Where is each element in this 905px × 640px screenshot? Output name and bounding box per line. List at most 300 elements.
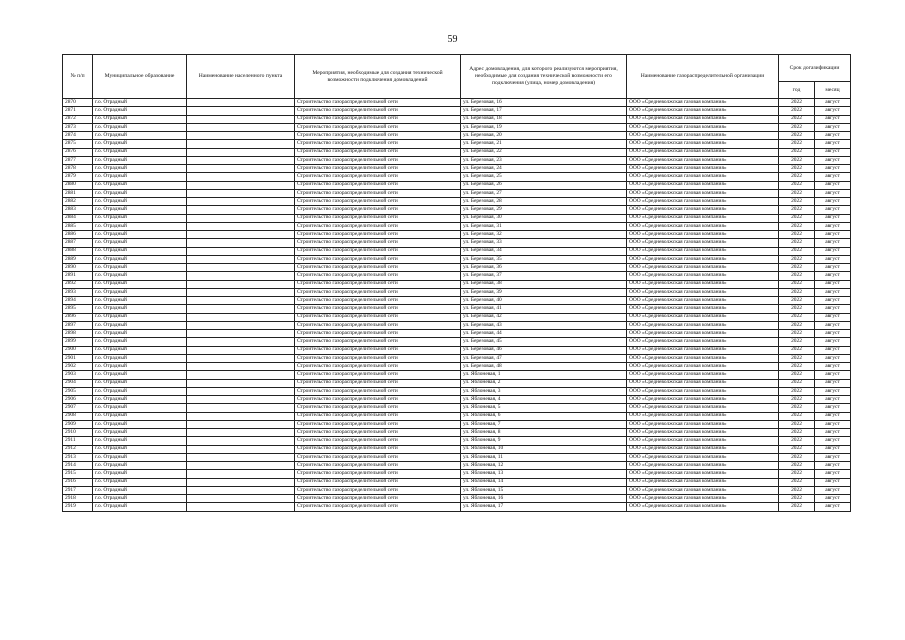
header-address: Адрес домовладения, для которого реализуются мероприятия, необходимые для создания технической возможности его подключения (улица, номер домовладения): [461, 55, 627, 99]
cell-num: 2916: [63, 478, 93, 486]
cell-locality: [187, 247, 295, 255]
cell-locality: [187, 173, 295, 181]
cell-locality: [187, 148, 295, 156]
table-row: [63, 396, 851, 404]
cell-year: 2022: [779, 363, 815, 371]
cell-year: 2022: [779, 453, 815, 461]
cell-measure: Строительство газораспределительной сети: [295, 412, 461, 420]
cell-year: 2022: [779, 255, 815, 263]
cell-num: 2906: [63, 396, 93, 404]
cell-locality: [187, 379, 295, 387]
cell-address: ул. Березовая, 43: [461, 321, 627, 329]
cell-year: 2022: [779, 280, 815, 288]
cell-num: 2919: [63, 503, 93, 511]
cell-org: ООО «Средневолжская газовая компания»: [627, 280, 779, 288]
cell-year: 2022: [779, 354, 815, 362]
cell-locality: [187, 470, 295, 478]
table-row: [63, 264, 851, 272]
cell-year: 2022: [779, 346, 815, 354]
cell-year: 2022: [779, 503, 815, 511]
cell-locality: [187, 189, 295, 197]
cell-org: ООО «Средневолжская газовая компания»: [627, 107, 779, 115]
cell-municipality: г.о. Отрадный: [93, 272, 187, 280]
cell-year: 2022: [779, 181, 815, 189]
cell-month: август: [815, 486, 851, 494]
cell-municipality: г.о. Отрадный: [93, 445, 187, 453]
cell-address: ул. Березовая, 39: [461, 288, 627, 296]
cell-locality: [187, 123, 295, 131]
table-row: [63, 222, 851, 230]
cell-year: 2022: [779, 132, 815, 140]
cell-year: 2022: [779, 189, 815, 197]
cell-month: август: [815, 321, 851, 329]
cell-measure: Строительство газораспределительной сети: [295, 264, 461, 272]
cell-municipality: г.о. Отрадный: [93, 280, 187, 288]
cell-org: ООО «Средневолжская газовая компания»: [627, 470, 779, 478]
cell-measure: Строительство газораспределительной сети: [295, 123, 461, 131]
cell-measure: Строительство газораспределительной сети: [295, 198, 461, 206]
cell-org: ООО «Средневолжская газовая компания»: [627, 313, 779, 321]
cell-locality: [187, 206, 295, 214]
cell-year: 2022: [779, 272, 815, 280]
cell-month: август: [815, 288, 851, 296]
table-row: [63, 297, 851, 305]
cell-month: август: [815, 338, 851, 346]
cell-locality: [187, 346, 295, 354]
cell-org: ООО «Средневолжская газовая компания»: [627, 132, 779, 140]
cell-municipality: г.о. Отрадный: [93, 189, 187, 197]
cell-num: 2907: [63, 404, 93, 412]
cell-address: ул. Яблоневая, 17: [461, 503, 627, 511]
cell-municipality: г.о. Отрадный: [93, 206, 187, 214]
table-row: [63, 255, 851, 263]
cell-address: ул. Березовая, 20: [461, 132, 627, 140]
cell-year: 2022: [779, 156, 815, 164]
cell-measure: Строительство газораспределительной сети: [295, 181, 461, 189]
table-row: [63, 181, 851, 189]
header-municipality: Муниципальное образование: [93, 55, 187, 99]
table-row: [63, 420, 851, 428]
cell-num: 2918: [63, 495, 93, 503]
cell-num: 2911: [63, 437, 93, 445]
cell-locality: [187, 321, 295, 329]
cell-measure: Строительство газораспределительной сети: [295, 396, 461, 404]
cell-measure: Строительство газораспределительной сети: [295, 231, 461, 239]
cell-month: август: [815, 462, 851, 470]
cell-org: ООО «Средневолжская газовая компания»: [627, 264, 779, 272]
cell-year: 2022: [779, 321, 815, 329]
cell-address: ул. Березовая, 26: [461, 181, 627, 189]
cell-month: август: [815, 478, 851, 486]
cell-num: 2893: [63, 288, 93, 296]
cell-year: 2022: [779, 404, 815, 412]
cell-address: ул. Яблоневая, 5: [461, 404, 627, 412]
cell-measure: Строительство газораспределительной сети: [295, 272, 461, 280]
cell-month: август: [815, 107, 851, 115]
cell-month: август: [815, 165, 851, 173]
cell-address: ул. Березовая, 31: [461, 222, 627, 230]
cell-month: август: [815, 305, 851, 313]
cell-municipality: г.о. Отрадный: [93, 396, 187, 404]
cell-year: 2022: [779, 297, 815, 305]
cell-month: август: [815, 247, 851, 255]
cell-month: август: [815, 354, 851, 362]
cell-municipality: г.о. Отрадный: [93, 222, 187, 230]
table-row: [63, 346, 851, 354]
cell-num: 2877: [63, 156, 93, 164]
cell-address: ул. Березовая, 19: [461, 123, 627, 131]
cell-org: ООО «Средневолжская газовая компания»: [627, 330, 779, 338]
cell-locality: [187, 132, 295, 140]
cell-locality: [187, 107, 295, 115]
cell-address: ул. Березовая, 46: [461, 346, 627, 354]
cell-address: ул. Березовая, 45: [461, 338, 627, 346]
cell-year: 2022: [779, 148, 815, 156]
cell-num: 2912: [63, 445, 93, 453]
cell-municipality: г.о. Отрадный: [93, 420, 187, 428]
cell-address: ул. Яблоневая, 9: [461, 437, 627, 445]
cell-num: 2885: [63, 222, 93, 230]
cell-address: ул. Березовая, 34: [461, 247, 627, 255]
gasification-table: [62, 54, 851, 512]
cell-measure: Строительство газораспределительной сети: [295, 453, 461, 461]
cell-municipality: г.о. Отрадный: [93, 255, 187, 263]
cell-locality: [187, 478, 295, 486]
cell-address: ул. Березовая, 25: [461, 173, 627, 181]
table-row: [63, 338, 851, 346]
cell-num: 2905: [63, 387, 93, 395]
cell-month: август: [815, 189, 851, 197]
table-row: [63, 354, 851, 362]
cell-municipality: г.о. Отрадный: [93, 437, 187, 445]
cell-municipality: г.о. Отрадный: [93, 305, 187, 313]
cell-org: ООО «Средневолжская газовая компания»: [627, 486, 779, 494]
cell-year: 2022: [779, 115, 815, 123]
cell-municipality: г.о. Отрадный: [93, 99, 187, 107]
cell-measure: Строительство газораспределительной сети: [295, 255, 461, 263]
header-locality: Наименование населенного пункта: [187, 55, 295, 99]
cell-measure: Строительство газораспределительной сети: [295, 445, 461, 453]
cell-address: ул. Яблоневая, 7: [461, 420, 627, 428]
cell-month: август: [815, 404, 851, 412]
cell-num: 2879: [63, 173, 93, 181]
cell-year: 2022: [779, 99, 815, 107]
cell-org: ООО «Средневолжская газовая компания»: [627, 371, 779, 379]
cell-org: ООО «Средневолжская газовая компания»: [627, 222, 779, 230]
cell-num: 2871: [63, 107, 93, 115]
cell-address: ул. Березовая, 47: [461, 354, 627, 362]
cell-org: ООО «Средневолжская газовая компания»: [627, 272, 779, 280]
cell-month: август: [815, 173, 851, 181]
cell-locality: [187, 255, 295, 263]
cell-address: ул. Яблоневая, 3: [461, 387, 627, 395]
cell-locality: [187, 115, 295, 123]
cell-municipality: г.о. Отрадный: [93, 313, 187, 321]
cell-locality: [187, 495, 295, 503]
table-row: [63, 156, 851, 164]
cell-measure: Строительство газораспределительной сети: [295, 503, 461, 511]
table-row: [63, 379, 851, 387]
cell-municipality: г.о. Отрадный: [93, 387, 187, 395]
cell-org: ООО «Средневолжская газовая компания»: [627, 445, 779, 453]
cell-address: ул. Яблоневая, 2: [461, 379, 627, 387]
cell-municipality: г.о. Отрадный: [93, 453, 187, 461]
cell-month: август: [815, 280, 851, 288]
cell-num: 2895: [63, 305, 93, 313]
cell-address: ул. Яблоневая, 10: [461, 445, 627, 453]
cell-address: ул. Березовая, 29: [461, 206, 627, 214]
cell-municipality: г.о. Отрадный: [93, 173, 187, 181]
cell-locality: [187, 280, 295, 288]
cell-month: август: [815, 206, 851, 214]
cell-org: ООО «Средневолжская газовая компания»: [627, 429, 779, 437]
cell-measure: Строительство газораспределительной сети: [295, 486, 461, 494]
cell-month: август: [815, 470, 851, 478]
cell-num: 2880: [63, 181, 93, 189]
cell-month: август: [815, 115, 851, 123]
table-row: [63, 123, 851, 131]
cell-locality: [187, 371, 295, 379]
cell-num: 2875: [63, 140, 93, 148]
cell-address: ул. Березовая, 40: [461, 297, 627, 305]
cell-municipality: г.о. Отрадный: [93, 214, 187, 222]
cell-measure: Строительство газораспределительной сети: [295, 437, 461, 445]
cell-month: август: [815, 346, 851, 354]
cell-municipality: г.о. Отрадный: [93, 288, 187, 296]
cell-num: 2909: [63, 420, 93, 428]
cell-municipality: г.о. Отрадный: [93, 478, 187, 486]
cell-org: ООО «Средневолжская газовая компания»: [627, 297, 779, 305]
cell-measure: Строительство газораспределительной сети: [295, 115, 461, 123]
cell-locality: [187, 214, 295, 222]
cell-measure: Строительство газораспределительной сети: [295, 280, 461, 288]
cell-org: ООО «Средневолжская газовая компания»: [627, 412, 779, 420]
cell-year: 2022: [779, 222, 815, 230]
cell-measure: Строительство газораспределительной сети: [295, 462, 461, 470]
cell-municipality: г.о. Отрадный: [93, 297, 187, 305]
cell-org: ООО «Средневолжская газовая компания»: [627, 338, 779, 346]
cell-measure: Строительство газораспределительной сети: [295, 156, 461, 164]
cell-org: ООО «Средневолжская газовая компания»: [627, 148, 779, 156]
table-row: [63, 107, 851, 115]
cell-org: ООО «Средневолжская газовая компания»: [627, 165, 779, 173]
cell-org: ООО «Средневолжская газовая компания»: [627, 288, 779, 296]
cell-address: ул. Березовая, 32: [461, 231, 627, 239]
cell-measure: Строительство газораспределительной сети: [295, 132, 461, 140]
cell-measure: Строительство газораспределительной сети: [295, 495, 461, 503]
page-number: 59: [447, 34, 458, 45]
cell-num: 2890: [63, 264, 93, 272]
cell-org: ООО «Средневолжская газовая компания»: [627, 156, 779, 164]
cell-num: 2915: [63, 470, 93, 478]
cell-num: 2873: [63, 123, 93, 131]
cell-year: 2022: [779, 470, 815, 478]
table-row: [63, 445, 851, 453]
cell-num: 2914: [63, 462, 93, 470]
cell-year: 2022: [779, 338, 815, 346]
cell-measure: Строительство газораспределительной сети: [295, 99, 461, 107]
cell-num: 2886: [63, 231, 93, 239]
table-row: [63, 470, 851, 478]
cell-measure: Строительство газораспределительной сети: [295, 288, 461, 296]
cell-org: ООО «Средневолжская газовая компания»: [627, 346, 779, 354]
cell-org: ООО «Средневолжская газовая компания»: [627, 115, 779, 123]
cell-org: ООО «Средневолжская газовая компания»: [627, 478, 779, 486]
cell-municipality: г.о. Отрадный: [93, 165, 187, 173]
header-deadline: Срок догазификации: [779, 55, 851, 82]
cell-org: ООО «Средневолжская газовая компания»: [627, 404, 779, 412]
cell-municipality: г.о. Отрадный: [93, 363, 187, 371]
cell-locality: [187, 239, 295, 247]
cell-month: август: [815, 148, 851, 156]
table-row: [63, 429, 851, 437]
cell-org: ООО «Средневолжская газовая компания»: [627, 387, 779, 395]
table-row: [63, 247, 851, 255]
table-row: [63, 478, 851, 486]
cell-measure: Строительство газораспределительной сети: [295, 321, 461, 329]
table-row: [63, 503, 851, 511]
cell-address: ул. Березовая, 30: [461, 214, 627, 222]
table-row: [63, 387, 851, 395]
cell-num: 2884: [63, 214, 93, 222]
cell-address: ул. Березовая, 28: [461, 198, 627, 206]
cell-org: ООО «Средневолжская газовая компания»: [627, 239, 779, 247]
table-row: [63, 148, 851, 156]
cell-locality: [187, 437, 295, 445]
cell-address: ул. Яблоневая, 16: [461, 495, 627, 503]
cell-address: ул. Яблоневая, 12: [461, 462, 627, 470]
cell-locality: [187, 453, 295, 461]
cell-month: август: [815, 297, 851, 305]
cell-measure: Строительство газораспределительной сети: [295, 330, 461, 338]
cell-municipality: г.о. Отрадный: [93, 379, 187, 387]
cell-locality: [187, 363, 295, 371]
cell-measure: Строительство газораспределительной сети: [295, 470, 461, 478]
cell-measure: Строительство газораспределительной сети: [295, 247, 461, 255]
cell-locality: [187, 503, 295, 511]
cell-municipality: г.о. Отрадный: [93, 148, 187, 156]
cell-month: август: [815, 445, 851, 453]
cell-address: ул. Яблоневая, 1: [461, 371, 627, 379]
cell-measure: Строительство газораспределительной сети: [295, 222, 461, 230]
cell-month: август: [815, 420, 851, 428]
cell-org: ООО «Средневолжская газовая компания»: [627, 363, 779, 371]
cell-municipality: г.о. Отрадный: [93, 123, 187, 131]
table-row: [63, 239, 851, 247]
cell-year: 2022: [779, 288, 815, 296]
table-row: [63, 437, 851, 445]
cell-locality: [187, 99, 295, 107]
cell-municipality: г.о. Отрадный: [93, 321, 187, 329]
cell-locality: [187, 387, 295, 395]
table-row: [63, 173, 851, 181]
cell-municipality: г.о. Отрадный: [93, 371, 187, 379]
cell-year: 2022: [779, 206, 815, 214]
header-num: № п/п: [63, 55, 93, 99]
cell-municipality: г.о. Отрадный: [93, 198, 187, 206]
cell-num: 2891: [63, 272, 93, 280]
cell-year: 2022: [779, 478, 815, 486]
cell-locality: [187, 264, 295, 272]
cell-address: ул. Березовая, 23: [461, 156, 627, 164]
cell-locality: [187, 165, 295, 173]
cell-num: 2894: [63, 297, 93, 305]
cell-year: 2022: [779, 313, 815, 321]
cell-year: 2022: [779, 420, 815, 428]
cell-measure: Строительство газораспределительной сети: [295, 165, 461, 173]
cell-locality: [187, 313, 295, 321]
cell-num: 2870: [63, 99, 93, 107]
cell-locality: [187, 486, 295, 494]
cell-month: август: [815, 222, 851, 230]
cell-locality: [187, 354, 295, 362]
cell-year: 2022: [779, 107, 815, 115]
cell-month: август: [815, 503, 851, 511]
cell-num: 2883: [63, 206, 93, 214]
cell-month: август: [815, 231, 851, 239]
cell-measure: Строительство газораспределительной сети: [295, 420, 461, 428]
cell-address: ул. Березовая, 27: [461, 189, 627, 197]
cell-year: 2022: [779, 173, 815, 181]
cell-measure: Строительство газораспределительной сети: [295, 189, 461, 197]
table-row: [63, 165, 851, 173]
cell-month: август: [815, 330, 851, 338]
cell-org: ООО «Средневолжская газовая компания»: [627, 231, 779, 239]
cell-num: 2904: [63, 379, 93, 387]
table-body: [63, 99, 851, 512]
table-row: [63, 330, 851, 338]
cell-year: 2022: [779, 165, 815, 173]
cell-month: август: [815, 387, 851, 395]
cell-measure: Строительство газораспределительной сети: [295, 313, 461, 321]
cell-month: август: [815, 214, 851, 222]
cell-org: ООО «Средневолжская газовая компания»: [627, 181, 779, 189]
table-row: [63, 288, 851, 296]
cell-num: 2887: [63, 239, 93, 247]
cell-locality: [187, 140, 295, 148]
table-row: [63, 198, 851, 206]
cell-measure: Строительство газораспределительной сети: [295, 371, 461, 379]
table-row: [63, 486, 851, 494]
header-measures: Мероприятия, необходимые для создания технической возможности подключения домовладений: [295, 55, 461, 99]
table-row: [63, 231, 851, 239]
cell-month: август: [815, 181, 851, 189]
cell-locality: [187, 404, 295, 412]
table-row: [63, 99, 851, 107]
cell-year: 2022: [779, 486, 815, 494]
cell-locality: [187, 288, 295, 296]
cell-locality: [187, 330, 295, 338]
table-row: [63, 453, 851, 461]
cell-address: ул. Березовая, 24: [461, 165, 627, 173]
table-row: [63, 321, 851, 329]
cell-month: август: [815, 264, 851, 272]
cell-address: ул. Березовая, 21: [461, 140, 627, 148]
cell-num: 2908: [63, 412, 93, 420]
cell-address: ул. Яблоневая, 4: [461, 396, 627, 404]
cell-year: 2022: [779, 239, 815, 247]
cell-org: ООО «Средневолжская газовая компания»: [627, 420, 779, 428]
cell-address: ул. Яблоневая, 14: [461, 478, 627, 486]
cell-address: ул. Березовая, 37: [461, 272, 627, 280]
cell-org: ООО «Средневолжская газовая компания»: [627, 437, 779, 445]
table-row: [63, 140, 851, 148]
table-row: [63, 305, 851, 313]
cell-org: ООО «Средневолжская газовая компания»: [627, 453, 779, 461]
header-year: год: [779, 82, 815, 99]
cell-municipality: г.о. Отрадный: [93, 115, 187, 123]
cell-num: 2896: [63, 313, 93, 321]
